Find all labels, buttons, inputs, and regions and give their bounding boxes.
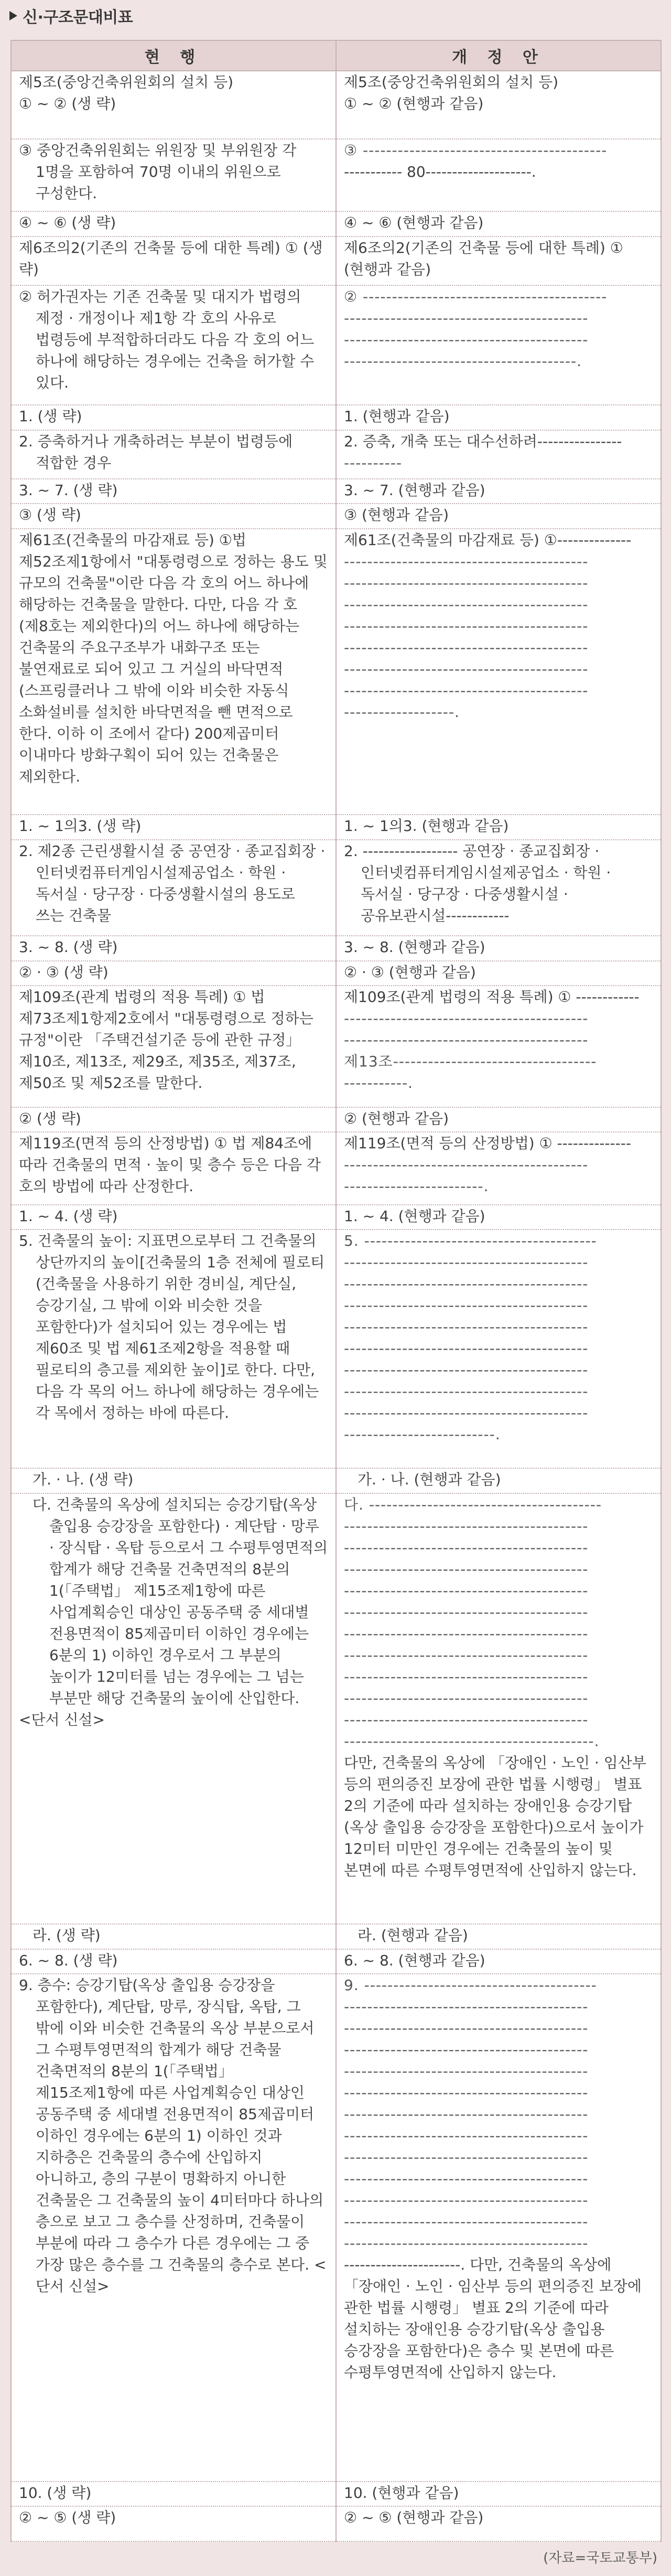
provision-text: ------------------------------------------ [344,1156,589,1174]
revised-text-cell [336,1924,661,1949]
table-row [11,840,661,936]
current-text-cell [11,285,336,405]
provision-text: ② ------------------------------------------ [344,287,608,305]
provision-text: ------------------------------------------ [344,2235,589,2252]
current-text-cell [11,1205,336,1230]
current-text-cell [11,1107,336,1132]
comparison-body [11,71,661,2541]
provision-text: 제119조(면적 등의 산정방법) ① 법 제84조에 따라 건축물의 면적 · 높이 및 층수 등은 다음 각 호의 방법에 따라 산정한다. [19,1135,321,1195]
provision-text: 가. · 나. (생 략) [33,1471,134,1489]
current-text-cell [11,1949,336,1974]
provision-text: ------------------------------------------ [344,552,589,570]
table-row [11,529,661,815]
provision-text: ④ ~ ⑥ (생 략) [19,214,116,232]
provision-text: ------------------------------------------ [344,1382,589,1400]
provision-text: <단서 신설> [19,1711,105,1728]
table-row [11,1468,661,1493]
current-text-cell [11,237,336,285]
provision-text: 1. ~ 1의3. (생 략) [19,817,142,835]
revised-text-cell [336,405,661,430]
revised-text-cell [336,1230,661,1468]
provision-text: 2. ------------------ 공연장 · 종교집회장 · 인터넷컴퓨터게임시설제공업소 · 학원 · 독서실 · 당구장 · 다중생활시설 · 공유보관시설------------ [344,842,611,924]
provision-text: ------------------------------------------ [344,1296,589,1314]
provision-text: ------------------------------------------ [344,2084,589,2102]
current-text-cell [11,2482,336,2506]
provision-text: ------------------------------------------ [344,2192,589,2209]
revised-text-cell [336,840,661,936]
provision-text: 제109조(관계 법령의 적용 특례) ① 법 제73조제1항제2호에서 "대통령령으로 정하는 규정"이란 「주택건설기준 등에 관한 규정」 제10조, 제13조, 제29조, 제35조, 제37조, 제50조 및 제52조를 말한다. [19,988,313,1092]
revised-text-cell [336,430,661,479]
revised-text-cell [336,237,661,285]
provision-text: ------------------------------------------ [344,1581,589,1599]
provision-text: 제61조(건축물의 마감재료 등) ①법 제52조제1항에서 "대통령령으로 정하는 용도 및 규모의 건축물"이란 다음 각 호의 어느 하나에 해당하는 건축물을 말한다. 다만, 다음 각 호(제8호는 제외한다)의 어느 하나에 해당하는 건축물의 주요구조부가 내화구조 또는 불연재료로 되어 있고 그 거실의 바닥면적(스프링클러나 그 밖에 이와 비슷한 자동식 소화설비를 설치한 바닥면적을 뺀 면적으로 한다. 이하 이 조에서 같다) 200제곱미터 이내마다 방화구획이 되어 있는 건축물은 제외한다. [19,531,328,785]
provision-text: ② ~ ⑤ (생 략) [19,2509,116,2527]
provision-text: 제6조의2(기존의 건축물 등에 대한 특례) ① (생 략) [19,239,323,278]
current-text-cell [11,1132,336,1204]
provision-text: 3. ~ 7. (현행과 같음) [344,481,485,499]
current-text-cell [11,1493,336,1925]
current-text-cell [11,961,336,986]
provision-text: ---------- [344,454,403,472]
provision-text: 10. (생 략) [19,2484,92,2502]
provision-text: 1. ~ 1의3. (현행과 같음) [344,817,509,835]
table-row [11,237,661,285]
revised-text-cell [336,139,661,211]
revised-text-cell [336,529,661,815]
provision-text: 제5조(중앙건축위원회의 설치 등) [19,73,234,91]
provision-text: ------------------------------------------ [344,1560,589,1578]
provision-text: ------------------------------------------ [344,2105,589,2123]
table-row [11,1493,661,1925]
provision-text: 다. ---------------------------------------- [344,1495,602,1513]
provision-text: ------------------------------------------ [344,1253,589,1271]
provision-text: 3. ~ 8. (현행과 같음) [344,938,485,956]
provision-text: -------------------------------------------. [344,1732,600,1750]
provision-text: -----------. [344,1074,414,1092]
provision-text: ② 허가권자는 기존 건축물 및 대지가 법령의 제정 · 개정이나 제1항 각 호의 사유로 법령등에 부적합하더라도 다음 각 호의 어느 하나에 해당하는 경우에는 건축을 허가할 수 있다. [19,287,315,391]
revised-text-cell [336,986,661,1107]
provision-text: ------------------------------------------ [344,1275,589,1292]
table-row [11,2482,661,2506]
revised-text-cell [336,285,661,405]
provision-text: ------------------------------------------ [344,681,589,699]
provision-text: ------------------------------------------ [344,1998,589,2016]
provision-text: ------------------------------------------ [344,617,589,635]
provision-text: 가. · 나. (현행과 같음) [358,1471,501,1489]
provision-text: 제109조(관계 법령의 적용 특례) ① ------------ [344,988,640,1006]
table-row [11,1107,661,1132]
provision-text: ------------------------------------------ [344,2170,589,2188]
current-text-cell [11,936,336,960]
column-header-current: 현 행 [11,40,336,71]
table-row [11,1230,661,1468]
provision-text: 라. (생 략) [33,1927,101,1944]
column-header-revised: 개 정 안 [336,40,661,71]
provision-text: ② · ③ (생 략) [19,963,109,981]
table-row [11,285,661,405]
provision-text: ------------------------------------------ [344,660,589,678]
table-row [11,71,661,139]
provision-text: ② (생 략) [19,1109,81,1127]
provision-text: ------------------------------------------ [344,1339,589,1357]
comparison-table [10,40,662,2542]
provision-text: 3. ~ 8. (생 략) [19,938,118,956]
provision-text: ------------------------------------------ [344,1689,589,1707]
table-row [11,479,661,504]
provision-text: 제61조(건축물의 마감재료 등) ①-------------- [344,531,632,549]
revised-text-cell [336,71,661,139]
table-row [11,504,661,528]
provision-text: 제5조(중앙건축위원회의 설치 등) [344,73,559,91]
table-row [11,815,661,839]
provision-text: --------------------------. [344,1425,501,1443]
provision-text: ------------------------------------------ [344,1404,589,1421]
revised-text-cell [336,2482,661,2506]
header [0,0,671,31]
provision-text: 1. ~ 4. (생 략) [19,1207,118,1225]
current-text-cell [11,1230,336,1468]
current-text-cell [11,139,336,211]
provision-text: ------------------------. [344,1178,489,1195]
provision-text: ③ ------------------------------------------ [344,142,608,159]
provision-text: 9. 층수: 승강기탑(옥상 출입용 승강장을 포함한다), 계단탑, 망루, 장식탑, 옥탑, 그 밖에 이와 비슷한 건축물의 옥상 부분으로서 그 수평투영면적의 합계가 해당 건축물 건축면적의 8분의 1(「주택법」 제15조제1항에 따른 사업계획승인 대상인 공동주택 중 세대별 전용면적이 85제곱미터 이하인 경우에는 6분의 1) 이하인 것과 지하층은 건축물의 층수에 산입하지 아니하고, 층의 구분이 명확하지 아니한 건축물은 그 건축물의 높이 4미터마다 하나의 층으로 보고 그 층수를 산정하며, 건축물이 부분에 따라 그 층수가 다른 경우에는 그 중 가장 많은 층수를 그 건축물의 층수로 본다. <단서 신설> [19,1976,327,2295]
provision-text: ------------------------------------------ [344,1624,589,1642]
provision-text: ------------------------------------------ [344,1668,589,1685]
revised-text-cell [336,504,661,528]
table-row [11,405,661,430]
provision-text: ------------------------------------------ [344,309,589,327]
provision-text: ----------- 80--------------------. [344,163,536,181]
provision-text: 1. (생 략) [19,408,82,425]
revised-text-cell [336,961,661,986]
current-text-cell [11,211,336,236]
provision-text: ------------------------------------------ [344,330,589,348]
current-text-cell [11,430,336,479]
provision-text: 3. ~ 7. (생 략) [19,481,118,499]
revised-text-cell [336,1132,661,1204]
table-row [11,211,661,236]
current-text-cell [11,504,336,528]
provision-text: 제6조의2(기존의 건축물 등에 대한 특례) ① (현행과 같음) [344,239,623,278]
table-row [11,1949,661,1974]
table-row [11,1924,661,1949]
provision-text: ----------------------------------------. [344,352,582,370]
provision-text: ③ (생 략) [19,506,81,524]
provision-text: ------------------------------------------ [344,2041,589,2059]
table-row [11,936,661,960]
revised-text-cell [336,1107,661,1132]
current-text-cell [11,529,336,815]
table-row [11,986,661,1107]
table-row [11,1205,661,1230]
table-row [11,139,661,211]
provision-text: 2. 증축, 개축 또는 대수선하려---------------- [344,432,622,450]
provision-text: ------------------------------------------ [344,1538,589,1556]
provision-text: 다. 건축물의 옥상에 설치되는 승강기탑(옥상 출입용 승강장을 포함한다) · 계단탑 · 망루 · 장식탑 · 옥탑 등으로서 그 수평투영면적의 합계가 해당 건축물 건축면적의 8분의 1(「주택법」 제15조제1항에 따른 사업계획승인 대상인 공동주택 중 세대별 전용면적이 85제곱미터 이하인 경우에는 6분의 1) 이하인 경우로서 그 부분의 높이가 12미터를 넘는 경우에는 그 넘는 부분만 해당 건축물의 높이에 산입한다. [33,1495,328,1707]
table-row [11,1132,661,1204]
revised-text-cell [336,815,661,839]
provision-text: ② ~ ⑤ (현행과 같음) [344,2509,484,2527]
provision-text: 6. ~ 8. (생 략) [19,1951,118,1969]
provision-text: ------------------------------------------ [344,1031,589,1049]
revised-text-cell [336,1205,661,1230]
provision-text: 9. ---------------------------------------- [344,1976,597,1994]
table-row [11,2506,661,2541]
current-text-cell [11,479,336,504]
provision-text: 제13조----------------------------------- [344,1053,597,1070]
provision-text: 5. 건축물의 높이: 지표면으로부터 그 건축물의 상단까지의 높이[건축물의 1층 전체에 필로티(건축물을 사용하기 위한 경비실, 계단실, 승강기실, 그 밖에 이와 비슷한 것을 포함한다)가 설치되어 있는 경우에는 법 제60조 및 법 제61조제2항을 적용할 때 필로티의 층고를 제외한 높이]로 한다. 다만, 다음 각 목의 어느 하나에 해당하는 경우에는 각 목에서 정하는 바에 따른다. [19,1232,325,1421]
provision-text: ① ~ ② (생 략) [19,95,116,112]
provision-text: ② · ③ (현행과 같음) [344,963,476,981]
provision-text: ----------------------. 다만, 건축물의 옥상에 「장애인 · 노인 · 임산부 등의 편의증진 보장에 관한 법률 시행령」 별표 2의 기준에 따라 설치하는 장애인용 승강기탑(옥상 출입용 승강장을 포함한다)은 층수 및 본면에 따른 수평투영면적에 산입하지 않는다. [344,2256,642,2381]
provision-text: ------------------------------------------ [344,638,589,656]
provision-text: ------------------------------------------ [344,1603,589,1621]
provision-text: ③ 중앙건축위원회는 위원장 및 부위원장 각 1명을 포함하여 70명 이내의 위원으로 구성한다. [19,142,297,202]
provision-text: ------------------------------------------ [344,1361,589,1378]
provision-text: 6. ~ 8. (현행과 같음) [344,1951,485,1969]
revised-text-cell [336,479,661,504]
provision-text: ------------------------------------------ [344,2149,589,2166]
provision-text: 라. (현행과 같음) [358,1927,468,1944]
current-text-cell [11,1924,336,1949]
provision-text: ③ (현행과 같음) [344,506,449,524]
provision-text: ① ~ ② (현행과 같음) [344,95,484,112]
provision-text: ------------------------------------------ [344,574,589,592]
revised-text-cell [336,211,661,236]
provision-text: ------------------------------------------ [344,1010,589,1027]
revised-text-cell [336,936,661,960]
provision-text: -------------------. [344,703,460,721]
provision-text: 1. ~ 4. (현행과 같음) [344,1207,485,1225]
table-row [11,961,661,986]
revised-text-cell [336,2506,661,2541]
current-text-cell [11,840,336,936]
table-header-row [11,40,661,71]
revised-text-cell [336,1468,661,1493]
current-text-cell [11,986,336,1107]
provision-text: 10. (현행과 같음) [344,2484,459,2502]
page-title: 신·구조문대비표 [23,8,133,27]
current-text-cell [11,2506,336,2541]
revised-text-cell [336,1493,661,1925]
triangle-bullet-icon [9,11,17,20]
provision-text: ------------------------------------------ [344,1711,589,1728]
provision-text: ------------------------------------------ [344,2062,589,2080]
revised-text-cell [336,1974,661,2482]
source-note: (자료=국토교통부) [543,2550,657,2566]
provision-text: ------------------------------------------ [344,595,589,613]
table-row [11,430,661,479]
current-text-cell [11,1974,336,2482]
current-text-cell [11,815,336,839]
current-text-cell [11,71,336,139]
provision-text: 1. (현행과 같음) [344,408,450,425]
revised-text-cell [336,1949,661,1974]
provision-text: ------------------------------------------ [344,1646,589,1664]
provision-text: 5. ---------------------------------------- [344,1232,597,1249]
current-text-cell [11,1468,336,1493]
provision-text: 2. 제2종 근린생활시설 중 공연장 · 종교집회장 · 인터넷컴퓨터게임시설제공업소 · 학원 · 독서실 · 당구장 · 다중생활시설의 용도로 쓰는 건축물 [19,842,326,924]
provision-text: ------------------------------------------ [344,1517,589,1535]
provision-text: 2. 증축하거나 개축하려는 부분이 법령등에 적합한 경우 [19,432,293,472]
provision-text: ④ ~ ⑥ (현행과 같음) [344,214,484,232]
provision-text: ------------------------------------------ [344,2019,589,2037]
table-row [11,1974,661,2482]
provision-text: ② (현행과 같음) [344,1109,449,1127]
current-text-cell [11,405,336,430]
provision-text: ------------------------------------------ [344,2127,589,2145]
provision-text: 다만, 건축물의 옥상에 「장애인 · 노인 · 임산부 등의 편의증진 보장에 관한 법률 시행령」 별표 2의 기준에 따라 설치하는 장애인용 승강기탑(옥상 출입용 승강장을 포함한다)으로서 높이가 12미터 미만인 경우에는 건축물의 높이 및 본면에 따른 수평투영면적에 산입하지 않는다. [344,1754,646,1879]
provision-text: ------------------------------------------ [344,2213,589,2231]
provision-text: ------------------------------------------ [344,1318,589,1335]
provision-text: 제119조(면적 등의 산정방법) ① -------------- [344,1135,631,1152]
